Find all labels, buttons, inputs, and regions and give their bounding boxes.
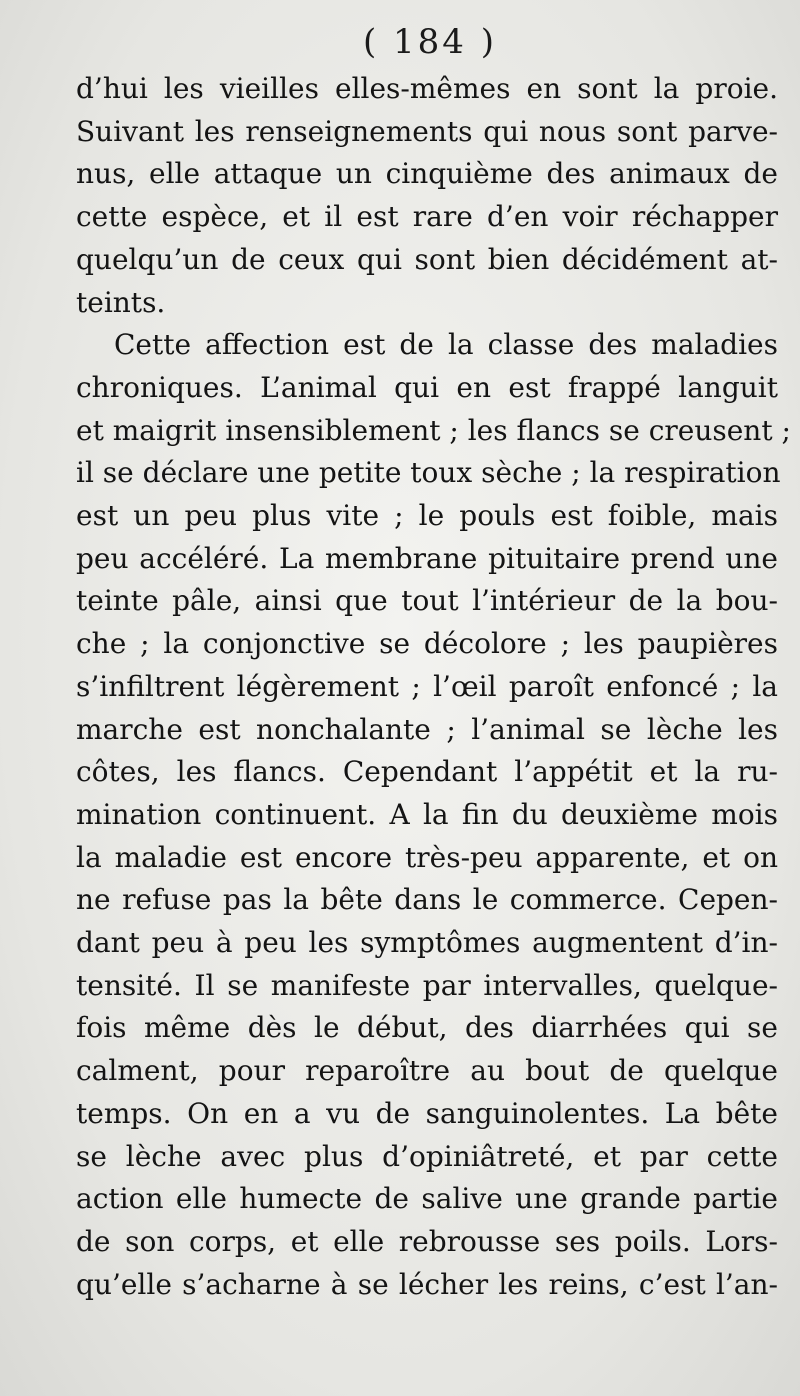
text-line: d’hui les vieilles elles-mêmes en sont la proie. [76, 72, 778, 105]
text-line: la maladie est encore très-peu apparente, et on [76, 840, 778, 874]
text-line: quelqu’un de ceux qui sont bien décidément at- [76, 242, 778, 276]
text-line: marche est nonchalante ; l’animal se lèche les [76, 712, 778, 746]
text-line: che ; la conjonctive se décolore ; les paupières [76, 627, 778, 661]
paragraph-start-line: Cette affection est de la classe des maladies [114, 328, 778, 362]
text-line: calment, pour reparoître au bout de quelque [76, 1054, 778, 1088]
text-line: dant peu à peu les symptômes augmentent d’in- [76, 926, 778, 960]
text-line: peu accéléré. La membrane pituitaire prend une [76, 541, 778, 575]
text-line: qu’elle s’acharne à se lécher les reins, c’est l’an- [76, 1267, 778, 1301]
body-text [76, 68, 791, 1306]
text-line: cette espèce, et il est rare d’en voir réchapper [76, 200, 778, 234]
text-line: et maigrit insensiblement ; les flancs se creusent ; [76, 413, 791, 447]
text-line: il se déclare une petite toux sèche ; la respiration [76, 456, 781, 490]
text-line: de son corps, et elle rebrousse ses poils. Lors- [76, 1224, 778, 1258]
text-line: chroniques. L’animal qui en est frappé languit [76, 370, 778, 404]
text-line: action elle humecte de salive une grande partie [76, 1182, 778, 1216]
text-line: s’infiltrent légèrement ; l’œil paroît enfoncé ; la [76, 669, 778, 703]
text-line: temps. On en a vu de sanguinolentes. La bête [76, 1096, 778, 1130]
page-number: ( 184 ) [362, 22, 498, 62]
text-line: se lèche avec plus d’opiniâtreté, et par cette [76, 1139, 778, 1173]
text-line: mination continuent. A la fin du deuxième mois [76, 797, 778, 831]
text-line: teints. [76, 285, 166, 319]
text-line: Suivant les renseignements qui nous sont parve- [76, 114, 778, 148]
text-line: fois même dès le début, des diarrhées qui se [76, 1011, 778, 1045]
text-line: tensité. Il se manifeste par intervalles, quelque- [76, 968, 778, 1002]
text-line: teinte pâle, ainsi que tout l’intérieur de la bou- [76, 584, 778, 618]
text-line: est un peu plus vite ; le pouls est foible, mais [76, 499, 778, 533]
text-line: côtes, les flancs. Cependant l’appétit et la ru- [76, 755, 778, 789]
text-line: ne refuse pas la bête dans le commerce. Cepen- [76, 883, 778, 917]
text-line: nus, elle attaque un cinquième des animaux de [76, 157, 778, 191]
